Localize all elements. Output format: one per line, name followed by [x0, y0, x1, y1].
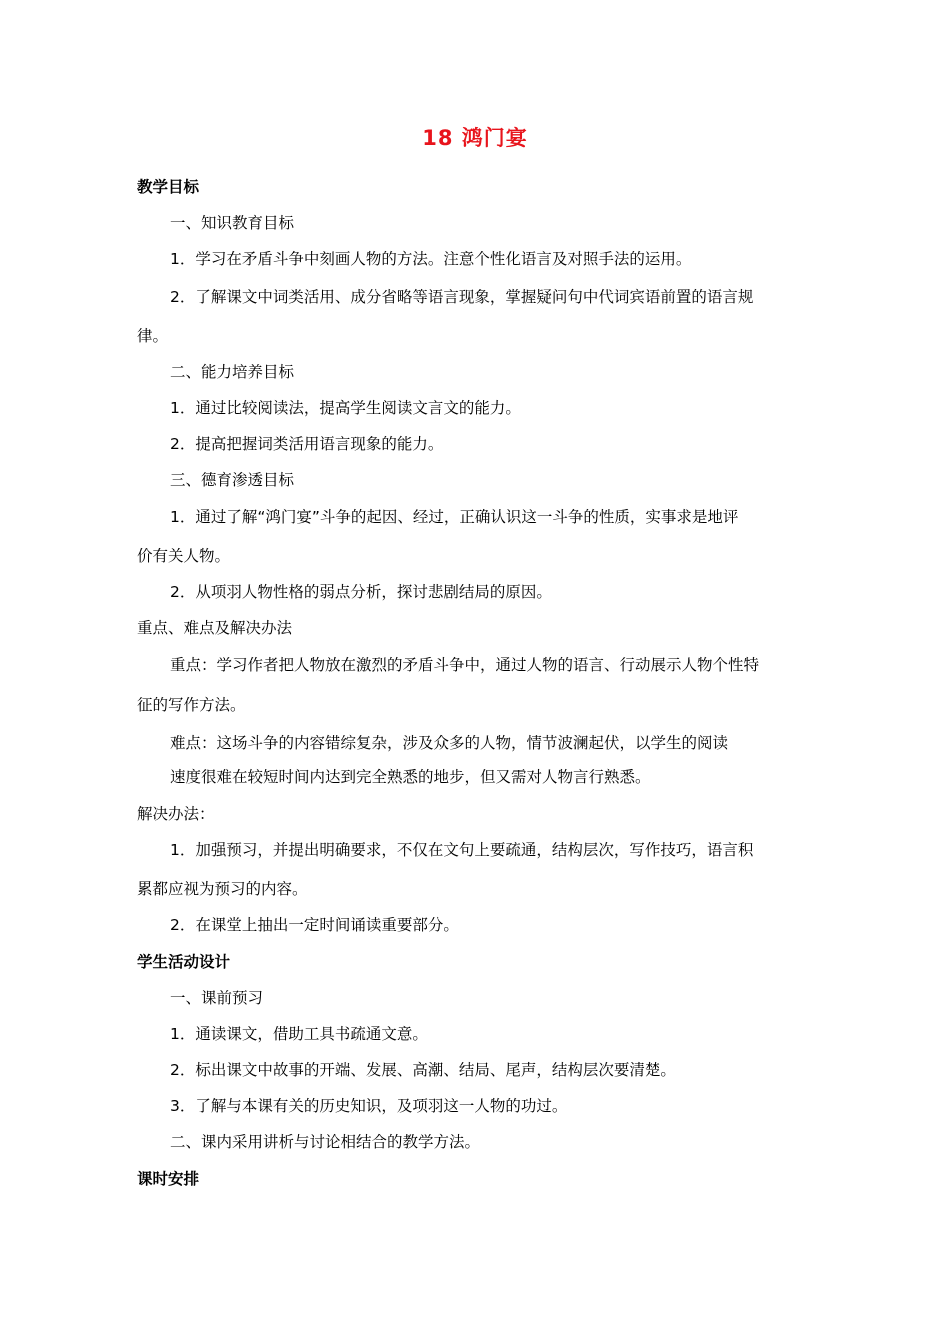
paragraph-line: 1．通过比较阅读法，提高学生阅读文言文的能力。 — [170, 399, 521, 417]
paragraph-line: 1．通过了解“鸿门宴”斗争的起因、经过，正确认识这一斗争的性质，实事求是地评 — [170, 508, 739, 526]
paragraph-line: 累都应视为预习的内容。 — [137, 880, 308, 898]
paragraph-line: 重点：学习作者把人物放在激烈的矛盾斗争中，通过人物的语言、行动展示人物个性特 — [170, 656, 760, 674]
subheading-preview: 一、课前预习 — [170, 989, 264, 1007]
paragraph-line: 2．提高把握词类活用语言现象的能力。 — [170, 435, 444, 453]
paragraph-line: 3．了解与本课有关的历史知识，及项羽这一人物的功过。 — [170, 1097, 568, 1115]
paragraph-line: 1．学习在矛盾斗争中刻画人物的方法。注意个性化语言及对照手法的运用。 — [170, 250, 692, 268]
section-heading-schedule: 课时安排 — [137, 1170, 200, 1188]
section-heading-key-points: 重点、难点及解决办法 — [137, 619, 293, 637]
subheading-moral-goals: 三、德育渗透目标 — [170, 471, 295, 489]
section-heading-student-activities: 学生活动设计 — [137, 953, 231, 971]
paragraph-line: 价有关人物。 — [137, 547, 231, 565]
paragraph-line: 速度很难在较短时间内达到完全熟悉的地步，但又需对人物言行熟悉。 — [170, 768, 651, 786]
paragraph-line: 二、课内采用讲析与讨论相结合的教学方法。 — [170, 1133, 481, 1151]
document-title: 18 鸿门宴 — [422, 126, 528, 150]
paragraph-line: 律。 — [137, 327, 169, 345]
section-heading-solutions: 解决办法： — [137, 805, 215, 823]
section-heading-teaching-goals: 教学目标 — [137, 178, 200, 196]
paragraph-line: 2．从项羽人物性格的弱点分析，探讨悲剧结局的原因。 — [170, 583, 552, 601]
paragraph-line: 2．了解课文中词类活用、成分省略等语言现象，掌握疑问句中代词宾语前置的语言规 — [170, 288, 754, 306]
paragraph-line: 1．通读课文，借助工具书疏通文意。 — [170, 1025, 428, 1043]
paragraph-line: 2．标出课文中故事的开端、发展、高潮、结局、尾声，结构层次要清楚。 — [170, 1061, 676, 1079]
paragraph-line: 1．加强预习，并提出明确要求，不仅在文句上要疏通，结构层次，写作技巧，语言积 — [170, 841, 754, 859]
subheading-knowledge-goals: 一、知识教育目标 — [170, 214, 295, 232]
paragraph-line: 征的写作方法。 — [137, 696, 246, 714]
paragraph-line: 难点：这场斗争的内容错综复杂，涉及众多的人物，情节波澜起伏，以学生的阅读 — [170, 734, 729, 752]
subheading-ability-goals: 二、能力培养目标 — [170, 363, 295, 381]
paragraph-line: 2．在课堂上抽出一定时间诵读重要部分。 — [170, 916, 459, 934]
